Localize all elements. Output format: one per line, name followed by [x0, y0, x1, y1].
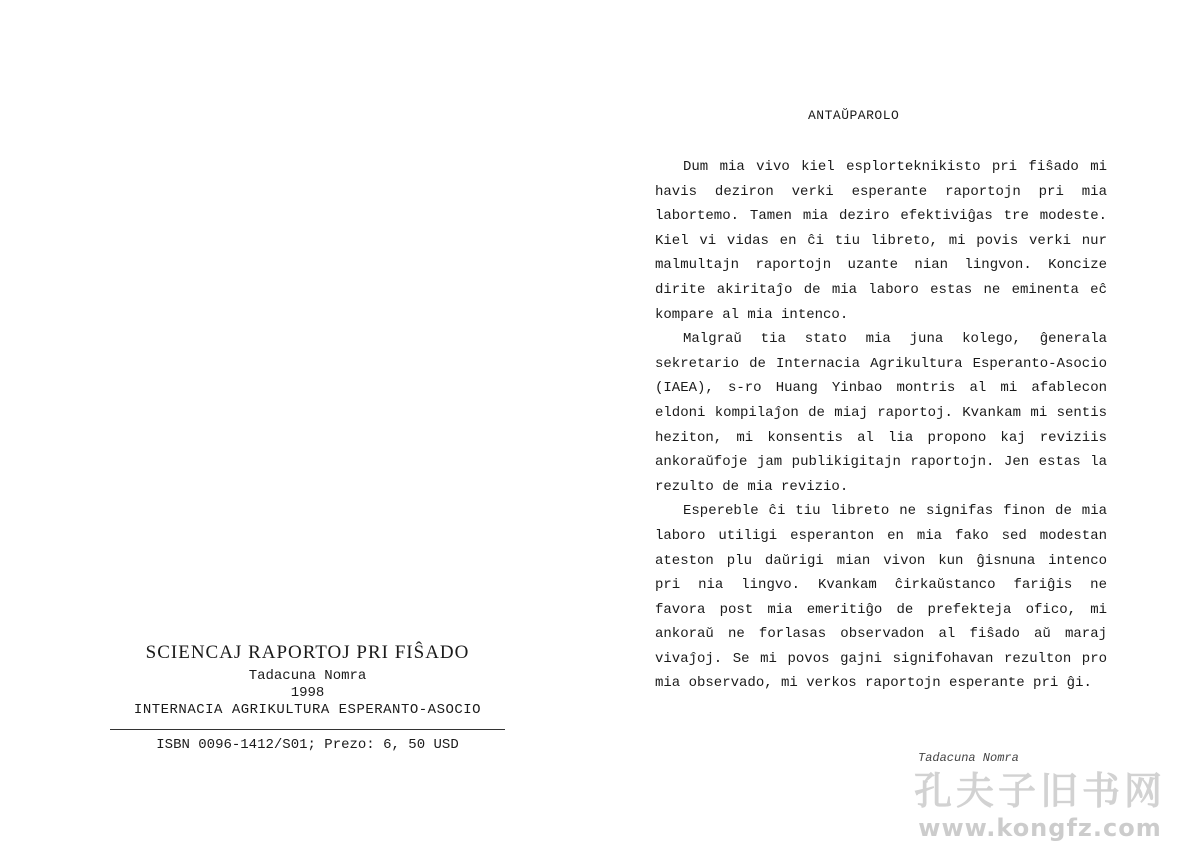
author-signature: Tadacuna Nomra	[918, 751, 1019, 765]
preface-paragraph: Espereble ĉi tiu libreto ne signifas finon de mia laboro utiligi esperanton en mia fako sed modestan ateston plu daŭrigi mian vivon kun ĝisnuna intenco pri nia lingvo. Kvankam ĉirkaŭstanco fariĝis ne favora post mia emeritiĝo de prefekteja ofico, mi ankoraŭ ne forlasas observadon al fiŝado aŭ maraj vivaĵoj. Se mi povos gajni signifohavan rezulton pro mia observado, mi verkos raportojn esperante pri ĝi.	[655, 503, 1107, 692]
colophon	[110, 638, 505, 754]
isbn-price: ISBN 0096-1412/S01; Prezo: 6, 50 USD	[156, 737, 459, 753]
watermark	[910, 768, 1170, 842]
right-page	[600, 0, 1200, 864]
watermark-url: www.kongfz.com	[918, 814, 1162, 842]
publisher-name: INTERNACIA AGRIKULTURA ESPERANTO-ASOCIO	[133, 702, 482, 718]
divider-rule	[110, 729, 505, 730]
book-title: SCIENCAJ RAPORTOJ PRI FIŜADO	[145, 642, 470, 663]
author-name: Tadacuna Nomra	[248, 668, 367, 684]
publication-year: 1998	[290, 685, 325, 701]
preface-paragraph: Dum mia vivo kiel esplorteknikisto pri fiŝado mi havis deziron verki esperante raportojn pri mia labortemo. Tamen mia deziro efektiviĝas tre modeste. Kiel vi vidas en ĉi tiu libreto, mi povis verki nur malmultajn raportojn uzante nian lingvon. Koncize dirite akiritaĵo de mia laboro estas ne eminenta eĉ kompare al mia intenco.	[655, 159, 1107, 323]
watermark-chinese: 孔夫子旧书网	[913, 769, 1166, 813]
preface-paragraph: Malgraŭ tia stato mia juna kolego, ĝenerala sekretario de Internacia Agrikultura Esperanto-Asocio (IAEA), s-ro Huang Yinbao montris al mi afablecon eldoni kompilaĵon de miaj raportoj. Kvankam mi sentis heziton, mi konsentis al lia propono kaj reviziis ankoraŭfoje jam publikigitajn raportojn. Jen estas la rezulto de mia revizio.	[655, 331, 1107, 495]
preface-heading: ANTAŬPAROLO	[808, 108, 900, 123]
preface-body	[655, 155, 1107, 696]
